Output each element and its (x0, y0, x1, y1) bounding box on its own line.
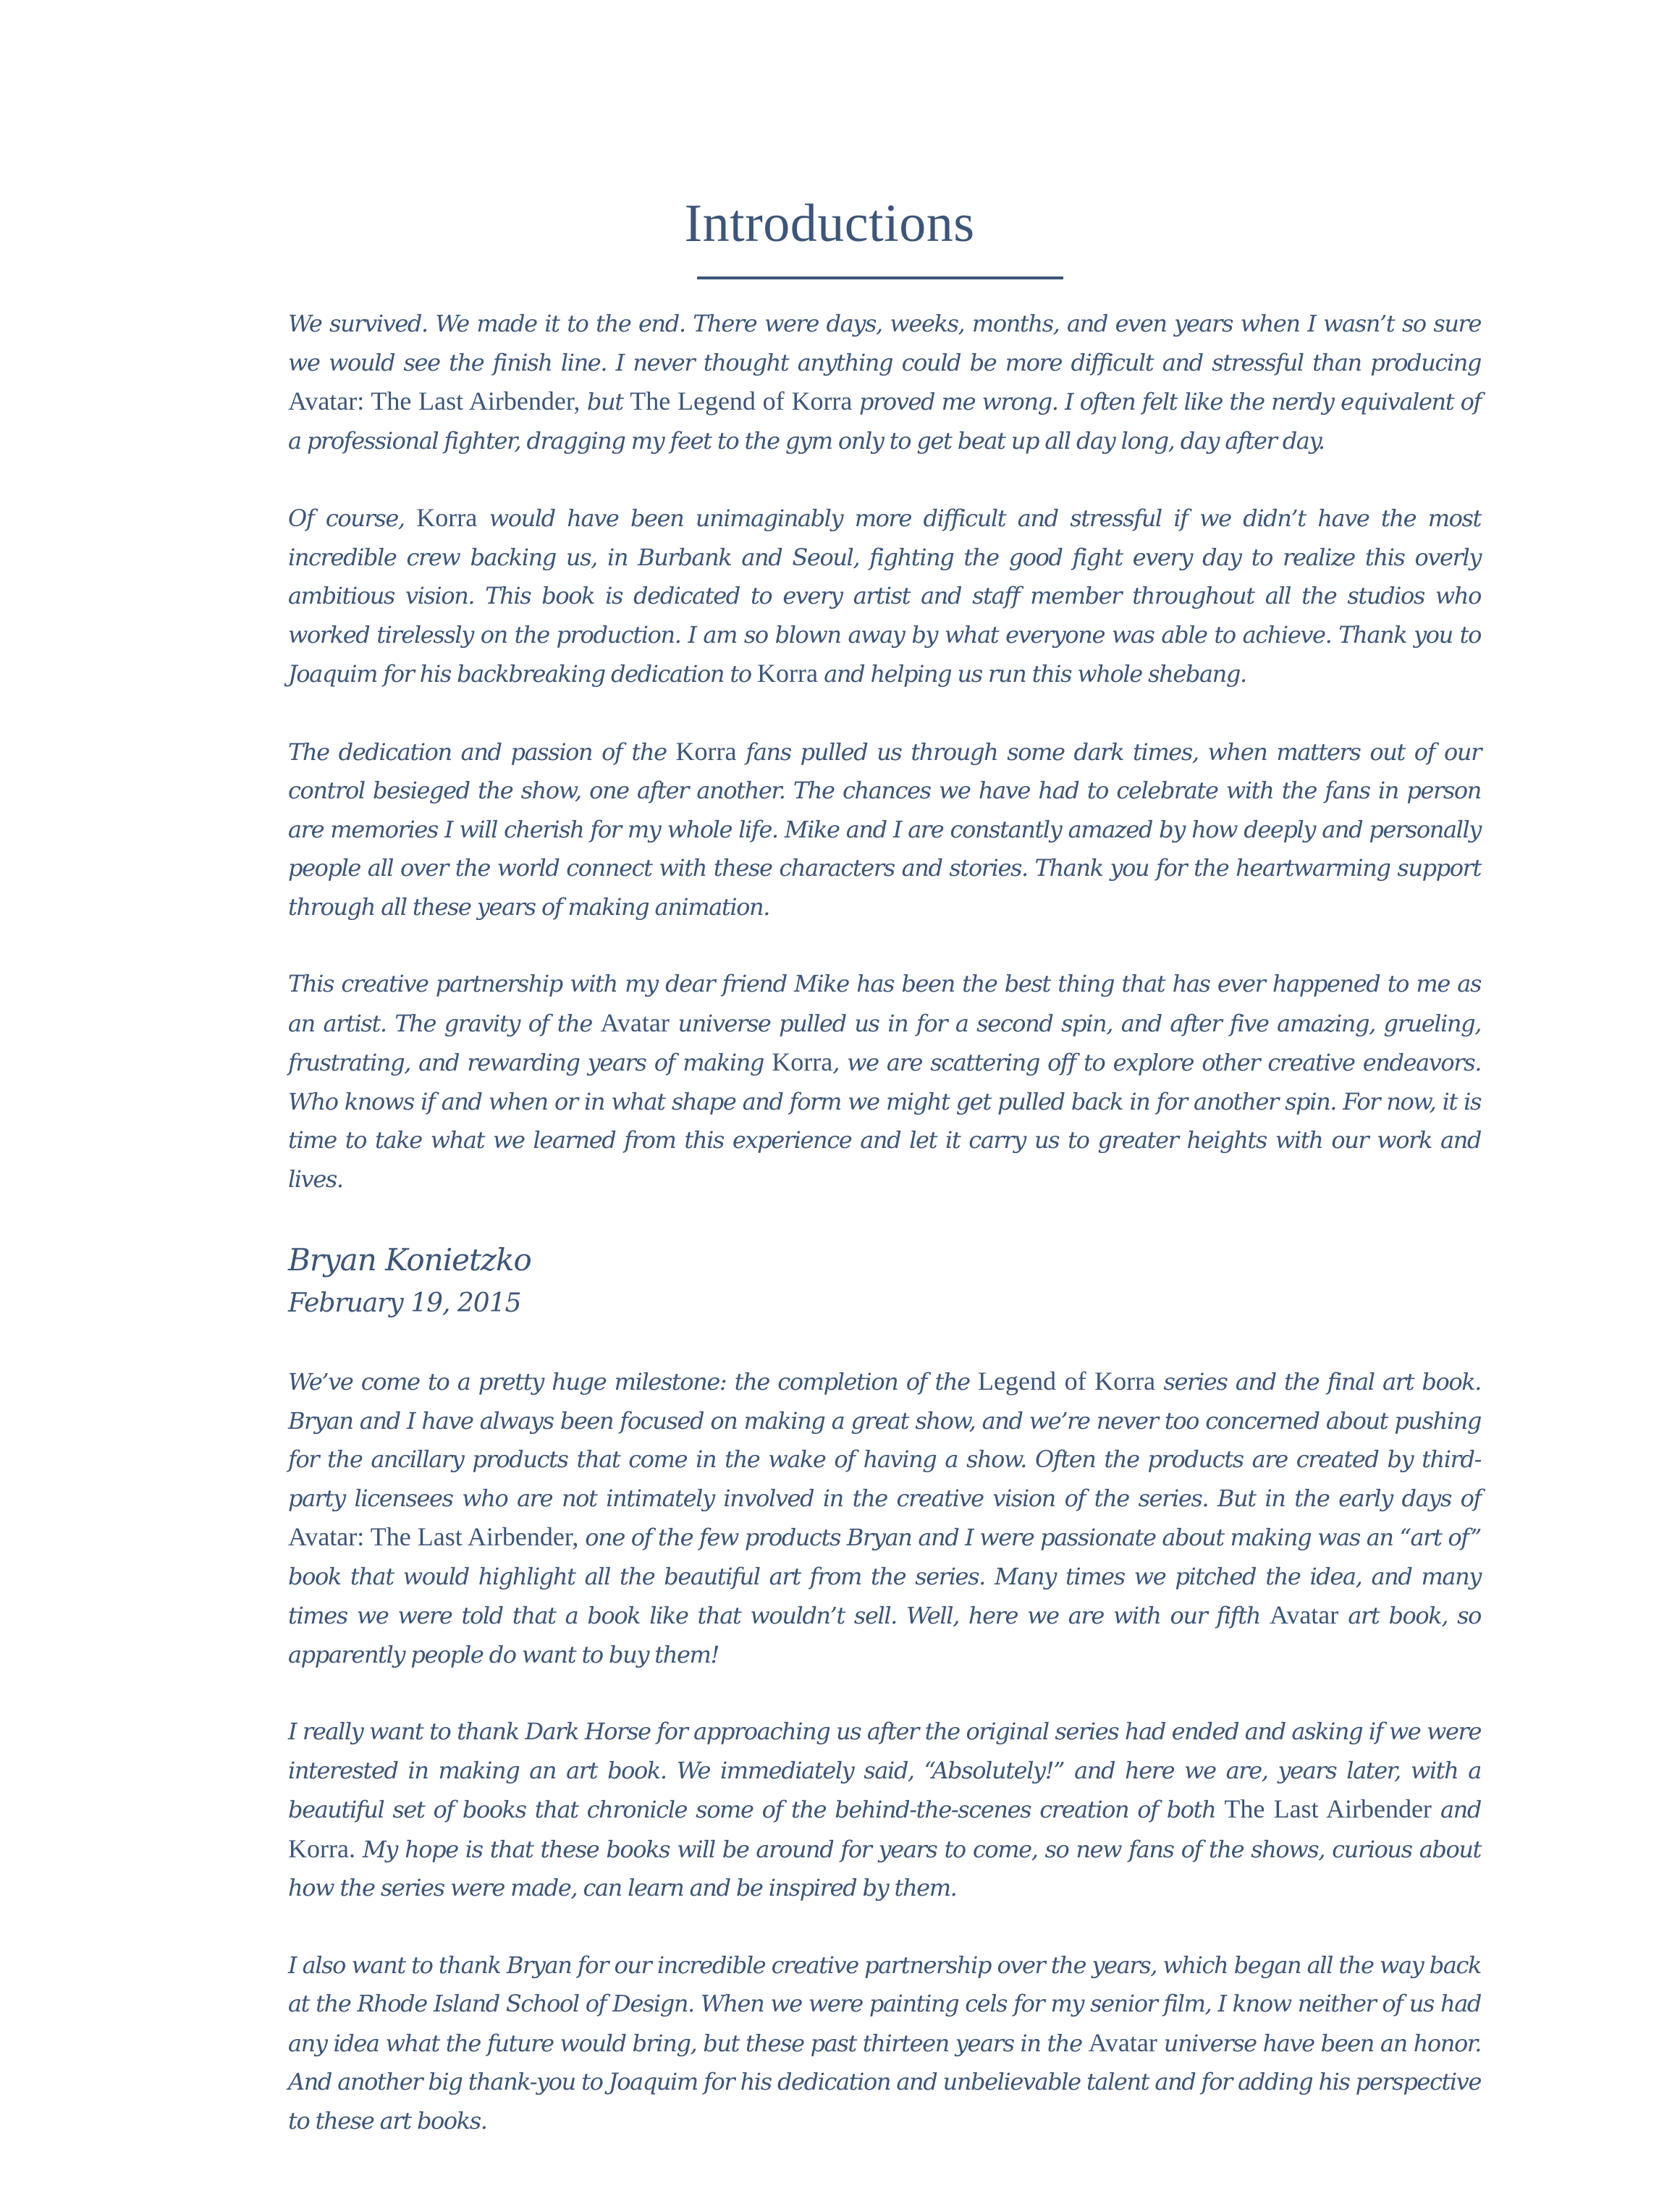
text-run: universe pulled us in for a second spin, and after five amazing, grueling, frustrating, and rewarding years of making (288, 1009, 1481, 1076)
title-reference: Korra (675, 736, 737, 766)
text-run: The dedication and passion of the (288, 738, 676, 766)
page-body (288, 305, 1481, 2140)
text-run: and (1431, 1796, 1481, 1823)
signature-date: February 19, 2015 (288, 1288, 521, 1318)
paragraph-mike-2 (288, 1713, 1481, 1908)
text-run: We survived. We made it to the end. There were days, weeks, months, and even years when I wasn’t so sure we would see the finish line. I never thought anything could be more difficult and stressful than producing (288, 310, 1481, 376)
text-run: , we are scattering off to explore other creative endeavors. Who knows if and when or in what shape and form we might get pulled back in for another spin. For now, it is time to take what we learned from this experience and let it carry us to greater heights with our work and lives. (288, 1049, 1481, 1193)
paragraph-bryan-4 (288, 965, 1481, 1199)
paragraph-mike-3 (288, 1946, 1481, 2141)
signature-name: Bryan Konietzko (288, 1242, 531, 1278)
text-run: one of the few products Bryan and I were passionate about making was an “art of” book that would highlight all the beautiful art from the series. Many times we pitched the idea, and many times we were told that a book like that wouldn’t sell. Well, here we are with our fifth (288, 1524, 1481, 1629)
title-reference: Avatar: The Last Airbender, (288, 387, 581, 415)
text-run: proved me wrong. I often felt like the nerdy equivalent of a professional fighter, dragging my feet to the gym only to get beat up all day long, day after day. (288, 388, 1481, 455)
title-reference: Legend of Korra (978, 1367, 1156, 1396)
text-run: My hope is that these books will be around for years to come, so new fans of the shows, curious about how the series were made, can learn and be inspired by them. (288, 1835, 1481, 1901)
page-title: Introductions (684, 194, 975, 253)
text-run: We’ve come to a pretty huge milestone: the completion of the (288, 1368, 979, 1396)
text-run: I really want to thank Dark Horse for approaching us after the original series had ended and asking if we were interested in making an art book. We immediately said, “Absolutely!” and here we are, years later, with a beautiful set of books that chronicle some of the behind-the-scenes creation of both (288, 1718, 1481, 1823)
title-underline (697, 276, 1063, 279)
paragraph-bryan-1 (288, 305, 1481, 460)
title-reference: The Last Airbender (1224, 1794, 1432, 1823)
text-run: Of course, (288, 505, 417, 532)
signature-block (288, 1237, 1481, 1324)
text-run: This creative partnership with my dear friend Mike has been the best thing that has ever happened to me as an artist. The gravity of the (288, 970, 1481, 1037)
text-run: universe have been an honor. And another big thank-you to Joaquim for his dedication and unbelievable talent and for adding his perspective to these art books. (288, 2029, 1481, 2135)
text-run: series and the final art book. Bryan and I have always been focused on making a great show, and we’re never too concerned about pushing for the ancillary products that come in the wake of having a show. Often the products are created by third-party licensees who are not intimately involved in the creative vision of the series. But in the early days of (288, 1368, 1481, 1512)
title-reference: Avatar: The Last Airbender, (288, 1522, 579, 1551)
title-reference: Avatar (1088, 2027, 1157, 2057)
paragraph-bryan-2 (288, 499, 1481, 694)
text-run: I also want to thank Bryan for our incredible creative partnership over the years, which began all the way back at the Rhode Island School of Design. When we were painting cels for my senior film, I know neither of us had any idea what the future would bring, but these past thirteen years in the (288, 1951, 1481, 2057)
text-run: would have been unimaginably more difficult and stressful if we didn’t have the most incredible crew backing us, in Burbank and Seoul, fighting the good fight every day to realize this overly ambitious vision. This book is dedicated to every artist and staff member throughout all the studios who worked tirelessly on the production. I am so blown away by what everyone was able to achieve. Thank you to Joaquim for his backbreaking dedication to (288, 505, 1481, 688)
text-run: fans pulled us through some dark times, when matters out of our control besieged the show, one after another. The chances we have had to celebrate with the fans in person are memories I will cherish for my whole life. Mike and I are constantly amazed by how deeply and personally people all over the world connect with these characters and stories. Thank you for the heartwarming support through all these years of making animation. (288, 738, 1481, 921)
text-run: and helping us run this whole shebang. (817, 660, 1246, 688)
paragraph-bryan-3 (288, 733, 1481, 927)
title-reference: Korra (772, 1047, 833, 1076)
title-reference: Korra. (288, 1833, 355, 1863)
text-run: art book, so apparently people do want to buy them! (288, 1602, 1481, 1668)
title-reference: Avatar (600, 1008, 670, 1037)
title-reference: Korra (416, 503, 478, 532)
title-reference: Avatar (1270, 1600, 1339, 1629)
title-reference: Korra (756, 659, 818, 688)
paragraph-mike-1 (288, 1362, 1481, 1674)
text-run: but (580, 388, 630, 415)
title-reference: The Legend of Korra (630, 387, 853, 415)
